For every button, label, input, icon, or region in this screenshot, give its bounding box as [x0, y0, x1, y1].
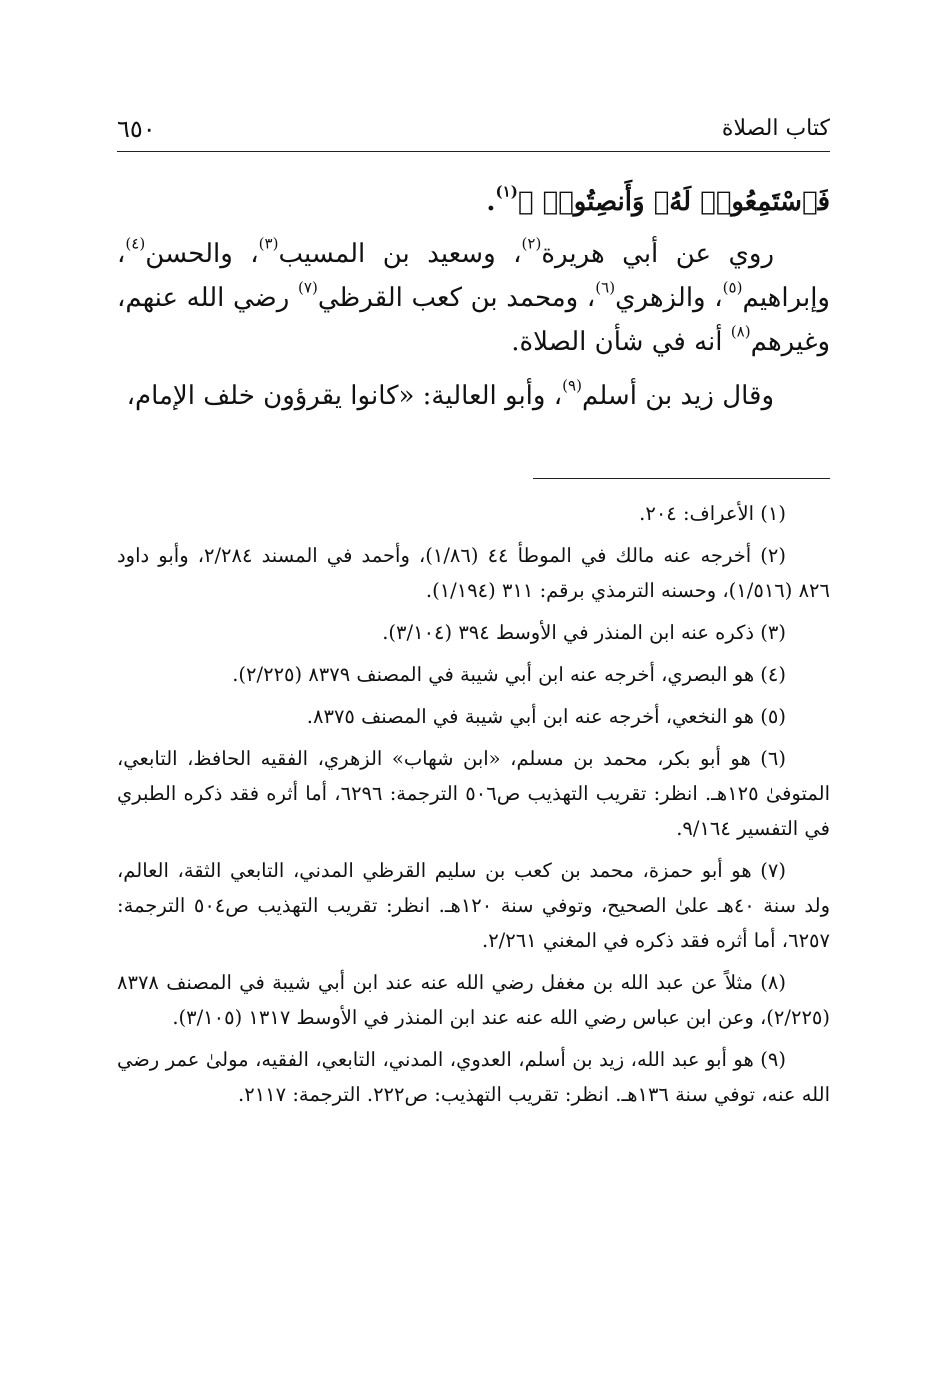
paragraph-narrators: روي عن أبي هريرة$^{(٢)}$، وسعيد بن المسيب$^{(٣)}$، والحسن$^{(٤)}$، وإبراهيم$^{(٥)}$، والزهري$^{(٦)}$، ومحمد بن كعب القرظي$^{(٧)}$ رضي الله عنهم، وغيرهم$^{(٨)}$ أنه في شأن الصلاة.: [117, 234, 830, 357]
footnote-ref: (٢): [521, 234, 542, 253]
paragraph-zaid: وقال زيد بن أسلم$^{(٩)}$، وأبو العالية: «كانوا يقرؤون خلف الإمام،: [126, 376, 774, 411]
footnote-ref: (٣): [258, 234, 279, 253]
verse-text: فَٱسْتَمِعُوا۟ لَهُۥ وَأَنصِتُوا۟ ﴾: [517, 187, 830, 217]
footnote-ref: (٥): [722, 278, 743, 297]
footnote-ref: (٨): [730, 322, 751, 341]
footnote-6: (٦) هو أبو بكر، محمد بن مسلم، «ابن شهاب» الزهري، الفقيه الحافظ، التابعي، المتوفىٰ ١٢٥هـ. انظر: تقريب التهذيب ص٥٠٦ الترجمة: ٦٢٩٦، أما أثره فقد ذكره الطبري في التفسير ٩/١٦٤.: [117, 747, 830, 840]
quran-verse: فَٱسْتَمِعُوا۟ لَهُۥ وَأَنصِتُوا۟ ﴾$^{(١)}$.: [486, 182, 830, 217]
footnote-3: (٣) ذكره عنه ابن المنذر في الأوسط ٣٩٤ (٣/١٠٤).: [382, 621, 786, 644]
footnotes: [117, 496, 830, 1119]
footnote-1: (١) الأعراف: ٢٠٤.: [639, 502, 786, 525]
footnote-2: (٢) أخرجه عنه مالك في الموطأ ٤٤ (١/٨٦)، وأحمد في المسند ٢/٢٨٤، وأبو داود ٨٢٦ (١/٥١٦)، وحسنه الترمذي برقم: ٣١١ (١/١٩٤).: [117, 544, 830, 602]
footnote-8: (٨) مثلاً عن عبد الله بن مغفل رضي الله عنه عند ابن أبي شيبة في المصنف ٨٣٧٨ (٢/٢٢٥)، وعن ابن عباس رضي الله عنه عند ابن المنذر في الأوسط ١٣١٧ (٣/١٠٥).: [117, 971, 830, 1029]
footnote-ref: (١): [495, 182, 518, 201]
footnote-ref: (٧): [297, 278, 318, 297]
footnote-4: (٤) هو البصري، أخرجه عنه ابن أبي شيبة في المصنف ٨٣٧٩ (٢/٢٢٥).: [232, 663, 786, 686]
footnote-5: (٥) هو النخعي، أخرجه عنه ابن أبي شيبة في المصنف ٨٣٧٥.: [306, 705, 786, 728]
chapter-title: كتاب الصلاة: [721, 116, 830, 141]
footnote-ref: (٤): [125, 234, 146, 253]
footnote-7: (٧) هو أبو حمزة، محمد بن كعب بن سليم القرظي المدني، التابعي الثقة، العالم، ولد سنة ٤٠هـ علىٰ الصحيح، وتوفي سنة ١٢٠هـ. انظر: تقريب التهذيب ص٥٠٤ الترجمة: ٦٢٥٧، أما أثره فقد ذكره في المغني ٢/٢٦١.: [117, 859, 831, 952]
footnote-ref: (٩): [562, 376, 583, 395]
running-header: [117, 112, 830, 152]
footnote-9: (٩) هو أبو عبد الله، زيد بن أسلم، العدوي، المدني، التابعي، الفقيه، مولىٰ عمر رضي الله عنه، توفي سنة ١٣٦هـ. انظر: تقريب التهذيب: ص٢٢٢. الترجمة: ٢١١٧.: [117, 1048, 830, 1106]
footnote-divider: [533, 478, 830, 479]
main-text: [117, 180, 830, 428]
header-divider: [117, 151, 830, 152]
footnote-ref: (٦): [595, 278, 616, 297]
page-number: ٦٥٠: [117, 115, 156, 143]
